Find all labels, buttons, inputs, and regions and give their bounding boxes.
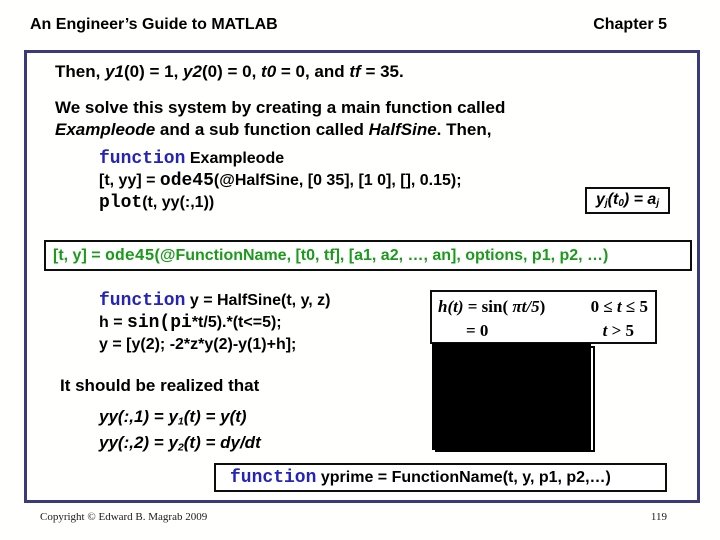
sin-pi-token: sin(pi bbox=[127, 313, 192, 333]
copyright-text: Copyright © Edward B. Magrab 2009 bbox=[40, 511, 208, 523]
plot-placeholder-black-panel bbox=[432, 343, 591, 450]
solve-paragraph-line1: We solve this system by creating a main function called bbox=[55, 98, 506, 117]
sub-function-code bbox=[99, 290, 331, 356]
code-line-function-halfsine: function y = HalfSine(t, y, z) bbox=[99, 291, 331, 311]
ode45-token: ode45 bbox=[159, 171, 214, 191]
function-signature-box: function yprime = FunctionName(t, y, p1, p2,…) bbox=[214, 463, 667, 492]
solve-paragraph-line2: Exampleode and a sub function called HalfSine. Then, bbox=[55, 120, 492, 139]
code-line-ode45-call: [t, yy] = ode45(@HalfSine, [0 35], [1 0], [], 0.15); bbox=[99, 171, 462, 191]
code-line-plot-call: plot(t, yy(:,1)) bbox=[99, 193, 215, 213]
ode45-syntax-text: [t, y] = ode45(@FunctionName, [t0, tf], [a1, a2, …, an], options, p1, p2, …) bbox=[53, 246, 609, 265]
ode45-syntax-box bbox=[44, 240, 692, 271]
equation-row-2: = 0 t > 5 bbox=[466, 321, 634, 340]
plot-token: plot bbox=[99, 193, 143, 213]
function-keyword: function bbox=[230, 467, 317, 488]
code-line-function-exampleode: function Exampleode bbox=[99, 149, 285, 169]
yy-mapping-lines bbox=[99, 406, 261, 459]
halfsine-equation-box bbox=[430, 290, 657, 344]
chapter-label: Chapter 5 bbox=[593, 16, 667, 33]
initial-condition-callout-box: $y_j(t_0) = a_j$ bbox=[585, 187, 670, 214]
initial-conditions-line: Then, y1(0) = 1, y2(0) = 0, t0 = 0, and tf = 35. bbox=[55, 62, 404, 81]
function-keyword: function bbox=[99, 291, 186, 311]
slide-frame bbox=[24, 50, 700, 503]
yy-mapping-line2: yy(:,2) = $y_2(t) = dy/dt$ bbox=[99, 433, 261, 454]
equation-row-1: h(t) = sin( πt/5) 0 ≤ t ≤ 5 bbox=[438, 297, 648, 316]
solve-paragraph bbox=[55, 97, 505, 141]
code-line-h-assignment: h = sin(pi*t/5).*(t<=5); bbox=[99, 313, 282, 333]
main-function-code bbox=[99, 148, 462, 214]
realized-line: It should be realized that bbox=[60, 376, 260, 395]
yy-mapping-line1: yy(:,1) = $y_1(t) = y(t)$ bbox=[99, 407, 247, 428]
code-line-y-assignment: y = [y(2); -2*z*y(2)-y(1)+h]; bbox=[99, 336, 297, 353]
page-number: 119 bbox=[650, 511, 667, 523]
book-title: An Engineer’s Guide to MATLAB bbox=[30, 16, 278, 33]
function-keyword: function bbox=[99, 149, 186, 169]
ode45-token: ode45 bbox=[105, 246, 155, 265]
